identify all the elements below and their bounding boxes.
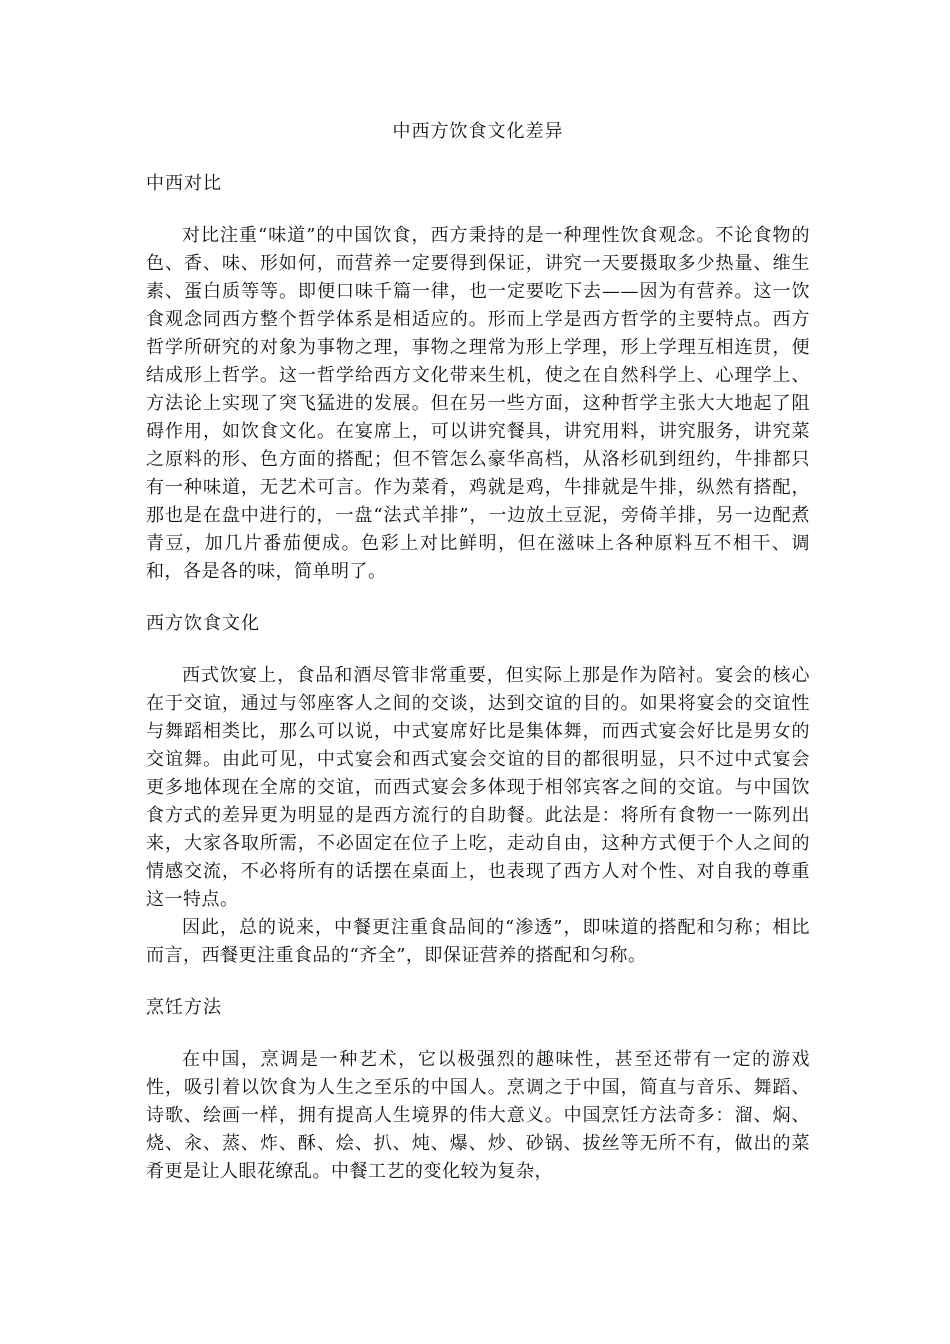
document-title: 中西方饮食文化差异 — [392, 121, 564, 142]
paragraph: 对比注重“味道”的中国饮食，西方秉持的是一种理性饮食观念。不论食物的色、香、味、形如何，而营养一定要得到保证，讲究一天要摄取多少热量、维生素、蛋白质等等。即便口味千篇一律，也一定要吃下去——因为有营养。这一饮食观念同西方整个哲学体系是相适应的。形而上学是西方哲学的主要特点。西方哲学所研究的对象为事物之理，事物之理常为形上学理，形上学理互相连贯，便结成形上哲学。这一哲学给西方文化带来生机，使之在自然科学上、心理学上、方法论上实现了突飞猛进的发展。但在另一些方面，这种哲学主张大大地起了阻碍作用，如饮食文化。在宴席上，可以讲究餐具，讲究用料，讲究服务，讲究菜之原料的形、色方面的搭配；但不管怎么豪华高档，从洛杉矶到纽约，牛排都只有一种味道，无艺术可言。作为菜肴，鸡就是鸡，牛排就是牛排，纵然有搭配，那也是在盘中进行的，一盘“法式羊排”，一边放土豆泥，旁倚羊排，另一边配煮青豆，加几片番茄便成。色彩上对比鲜明，但在滋味上各种原料互不相干、调和，各是各的味，简单明了。 — [146, 225, 810, 582]
paragraph: 在中国，烹调是一种艺术，它以极强烈的趣味性，甚至还带有一定的游戏性，吸引着以饮食为人生之至乐的中国人。烹调之于中国，简直与音乐、舞蹈、诗歌、绘画一样，拥有提高人生境界的伟大意义。中国烹饪方法奇多：溜、焖、烧、汆、蒸、炸、酥、烩、扒、炖、爆、炒、砂锅、拔丝等无所不有，做出的菜肴更是让人眼花缭乱。中餐工艺的变化较为复杂， — [146, 1049, 810, 1182]
section-western-food-culture — [146, 610, 810, 970]
paragraph: 西式饮宴上，食品和酒尽管非常重要，但实际上那是作为陪衬。宴会的核心在于交谊，通过与邻座客人之间的交谈，达到交谊的目的。如果将宴会的交谊性与舞蹈相类比，那么可以说，中式宴席好比是集体舞，而西式宴会好比是男女的交谊舞。由此可见，中式宴会和西式宴会交谊的目的都很明显，只不过中式宴会更多地体现在全席的交谊，而西式宴会多体现于相邻宾客之间的交谊。与中国饮食方式的差异更为明显的是西方流行的自助餐。此法是：将所有食物一一陈列出来，大家各取所需，不必固定在位子上吃，走动自由，这种方式便于个人之间的情感交流，不必将所有的话摆在桌面上，也表现了西方人对个性、对自我的尊重这一特点。 — [146, 665, 810, 910]
section-heading: 中西对比 — [146, 173, 222, 194]
section-cooking-methods — [146, 994, 810, 1186]
document-page — [146, 118, 810, 1210]
section-comparison — [146, 170, 810, 586]
section-heading: 西方饮食文化 — [146, 613, 260, 634]
section-heading: 烹饪方法 — [146, 997, 222, 1018]
paragraph: 因此，总的说来，中餐更注重食品间的“渗透”，即味道的搭配和匀称；相比而言，西餐更注重食品的“齐全”，即保证营养的搭配和匀称。 — [146, 917, 810, 966]
